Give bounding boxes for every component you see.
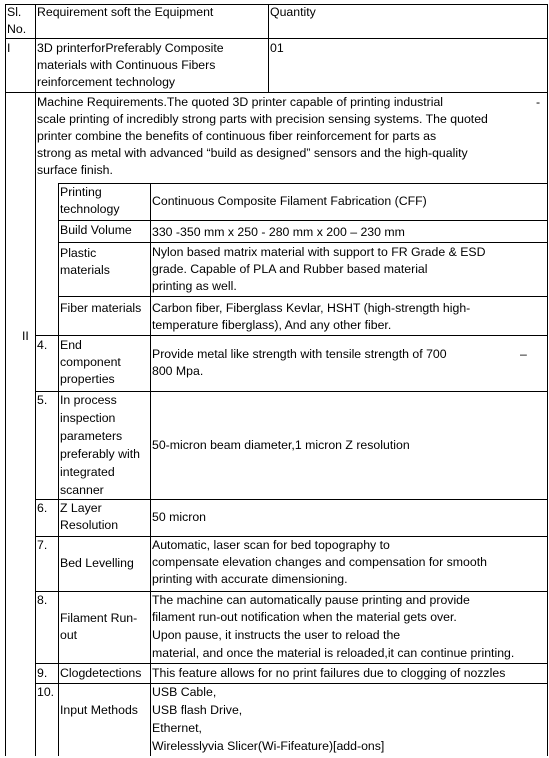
spec-label: materials bbox=[60, 263, 110, 277]
spec-value: material, and once the material is reloaded,it can continue printing. bbox=[152, 646, 515, 660]
spec-label: Fiber materials bbox=[60, 301, 142, 315]
spec-label: technology bbox=[60, 202, 120, 216]
spec-label: Z Layer bbox=[60, 501, 102, 515]
spec-number: 6. bbox=[37, 501, 48, 515]
row-1-sl: I bbox=[7, 41, 11, 55]
spec-label: Printing bbox=[60, 185, 102, 199]
row-1-item-line-2: materials with Continuous Fibers bbox=[37, 58, 216, 72]
spec-label: Build Volume bbox=[60, 223, 132, 237]
table-rule bbox=[35, 683, 548, 684]
spec-label: End bbox=[60, 338, 82, 352]
intro-line-5: surface finish. bbox=[37, 163, 113, 177]
table-rule bbox=[35, 4, 36, 756]
spec-number: 10. bbox=[37, 685, 55, 699]
spec-number: 4. bbox=[37, 338, 48, 352]
spec-label: Plastic bbox=[60, 246, 97, 260]
intro-line-4: strong as metal with advanced “build as designed” sensors and the high-quality bbox=[37, 146, 468, 160]
spec-value: Ethernet, bbox=[152, 721, 202, 735]
spec-value: USB Cable, bbox=[152, 685, 217, 699]
spec-number: 5. bbox=[37, 393, 48, 407]
spec-value: Upon pause, it instructs the user to reload the bbox=[152, 628, 401, 642]
spec-label: Resolution bbox=[60, 518, 119, 532]
row-1-item-line-3: reinforcement technology bbox=[37, 75, 176, 89]
row-2-sl: II bbox=[22, 329, 29, 343]
spec-label: parameters bbox=[60, 429, 123, 443]
spec-value: compensate elevation changes and compensation for smooth bbox=[152, 555, 487, 569]
header-requirement: Requirement soft the Equipment bbox=[37, 5, 214, 19]
spec-value: USB flash Drive, bbox=[152, 703, 243, 717]
spec-label: component bbox=[60, 355, 121, 369]
header-quantity: Quantity bbox=[270, 5, 316, 19]
spec-value: Automatic, laser scan for bed topography to bbox=[152, 538, 390, 552]
row-1-item-line-1: 3D printerforPreferably Composite bbox=[37, 41, 224, 55]
intro-line-1: Machine Requirements.The quoted 3D printer capable of printing industrial bbox=[37, 95, 444, 109]
spec-value: This feature allows for no print failures due to clogging of nozzles bbox=[152, 666, 506, 680]
spec-value: filament run-out notification when the material gets over. bbox=[152, 610, 457, 624]
spec-value-dash: – bbox=[520, 347, 527, 361]
table-rule bbox=[58, 296, 548, 297]
spec-value: printing as well. bbox=[152, 279, 237, 293]
spec-value: Nylon based matrix material with support to FR Grade & ESD bbox=[152, 245, 486, 259]
spec-label: Bed Levelling bbox=[60, 556, 134, 570]
table-rule bbox=[58, 220, 548, 221]
table-border-left bbox=[5, 4, 6, 756]
intro-line-3: printer combine the benefits of continuous fiber reinforcement for parts as bbox=[37, 129, 437, 143]
header-sl-no-line-1: Sl. bbox=[7, 5, 22, 19]
spec-label: Filament Run- bbox=[60, 611, 138, 625]
spec-number: 9. bbox=[37, 666, 48, 680]
spec-label: In process bbox=[60, 393, 117, 407]
table-rule bbox=[35, 335, 548, 336]
spec-value: 330 -350 mm x 250 - 280 mm x 200 – 230 mm bbox=[152, 225, 405, 239]
table-rule bbox=[150, 183, 151, 756]
spec-value: The machine can automatically pause printing and provide bbox=[152, 593, 470, 607]
spec-value: Wirelesslyvia Slicer(Wi-Fifeature)[add-ons] bbox=[152, 739, 385, 753]
spec-label: properties bbox=[60, 372, 115, 386]
spec-label: preferably with bbox=[60, 447, 140, 461]
spec-value: Provide metal like strength with tensile strength of 700 bbox=[152, 347, 447, 361]
spec-value: printing with accurate dimensioning. bbox=[152, 572, 348, 586]
spec-value: 50-micron beam diameter,1 micron Z resolution bbox=[152, 438, 410, 452]
table-rule bbox=[58, 242, 548, 243]
spec-label: Clogdetections bbox=[60, 666, 142, 680]
spec-label: out bbox=[60, 628, 78, 642]
table-border-right bbox=[547, 4, 548, 756]
spec-number: 7. bbox=[37, 538, 48, 552]
spec-value: 50 micron bbox=[152, 510, 206, 524]
spec-label: inspection bbox=[60, 411, 116, 425]
spec-value: grade. Capable of PLA and Rubber based material bbox=[152, 262, 428, 276]
table-rule bbox=[268, 4, 269, 92]
table-rule bbox=[35, 499, 548, 500]
table-rule bbox=[35, 663, 548, 664]
intro-line-2: scale printing of incredibly strong parts with precision sensing systems. The quoted bbox=[37, 112, 488, 126]
spec-label: integrated bbox=[60, 465, 115, 479]
header-sl-no-line-2: No. bbox=[7, 22, 27, 36]
intro-dash: - bbox=[536, 95, 541, 109]
table-rule bbox=[5, 38, 548, 39]
spec-value: 800 Mpa. bbox=[152, 364, 204, 378]
table-rule bbox=[58, 183, 548, 184]
spec-number: 8. bbox=[37, 593, 48, 607]
spec-value: Continuous Composite Filament Fabrication (CFF) bbox=[152, 194, 427, 208]
spec-label: scanner bbox=[60, 483, 104, 497]
row-1-quantity: 01 bbox=[270, 41, 284, 55]
table-rule bbox=[5, 92, 548, 93]
spec-label: Input Methods bbox=[60, 703, 138, 717]
table-rule bbox=[58, 183, 59, 756]
spec-value: temperature fiberglass), And any other fiber. bbox=[152, 318, 392, 332]
spec-value: Carbon fiber, Fiberglass Kevlar, HSHT (high-strength high- bbox=[152, 301, 471, 315]
